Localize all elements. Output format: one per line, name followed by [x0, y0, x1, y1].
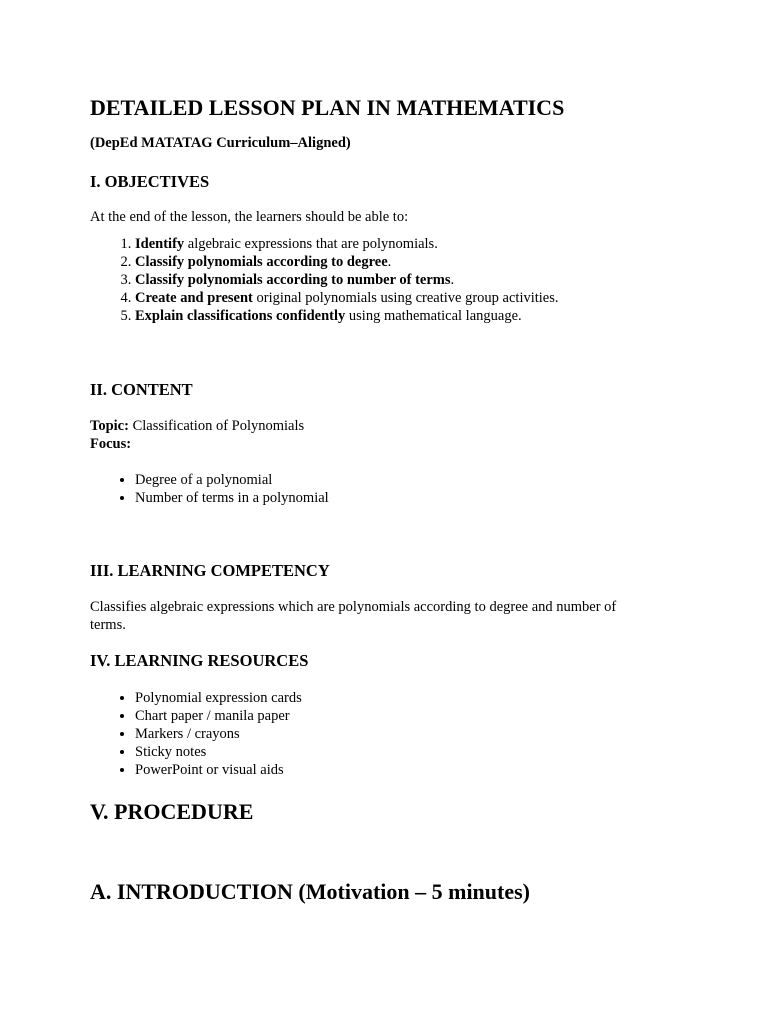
topic-line	[90, 417, 768, 435]
resources-heading: IV. LEARNING RESOURCES	[90, 651, 309, 670]
list-item: 4. Create and present original polynomials using creative group activities.	[135, 289, 768, 307]
list-item: 1. Identify algebraic expressions that are polynomials.	[135, 235, 768, 253]
content-heading: II. CONTENT	[90, 380, 193, 399]
document-title: DETAILED LESSON PLAN IN MATHEMATICS	[90, 95, 565, 120]
list-item: • Number of terms in a polynomial	[135, 489, 768, 507]
list-item: 5. Explain classifications confidently using mathematical language.	[135, 307, 768, 325]
resources-list	[90, 689, 768, 779]
competency-heading: III. LEARNING COMPETENCY	[90, 561, 330, 580]
objectives-list	[90, 235, 768, 325]
objectives-heading: I. OBJECTIVES	[90, 172, 210, 191]
list-item: • Chart paper / manila paper	[135, 707, 768, 725]
list-item: • Markers / crayons	[135, 725, 768, 743]
competency-text: Classifies algebraic expressions which are polynomials according to degree and number of terms.	[90, 599, 617, 633]
focus-label: Focus:	[90, 436, 132, 452]
introduction-heading: A. INTRODUCTION (Motivation – 5 minutes)	[90, 879, 530, 904]
topic-value: Classification of Polynomials	[128, 418, 305, 434]
list-item: • Polynomial expression cards	[135, 689, 768, 707]
list-item: • Degree of a polynomial	[135, 471, 768, 489]
list-item: • Sticky notes	[135, 743, 768, 761]
procedure-heading: V. PROCEDURE	[90, 799, 254, 824]
document-subtitle: (DepEd MATATAG Curriculum–Aligned)	[90, 135, 351, 151]
objectives-intro: At the end of the lesson, the learners should be able to:	[90, 209, 409, 225]
topic-label: Topic:	[90, 418, 129, 434]
focus-list	[90, 471, 768, 507]
list-item: 2. Classify polynomials according to degree.	[135, 253, 768, 271]
list-item: • PowerPoint or visual aids	[135, 761, 768, 779]
list-item: 3. Classify polynomials according to number of terms.	[135, 271, 768, 289]
